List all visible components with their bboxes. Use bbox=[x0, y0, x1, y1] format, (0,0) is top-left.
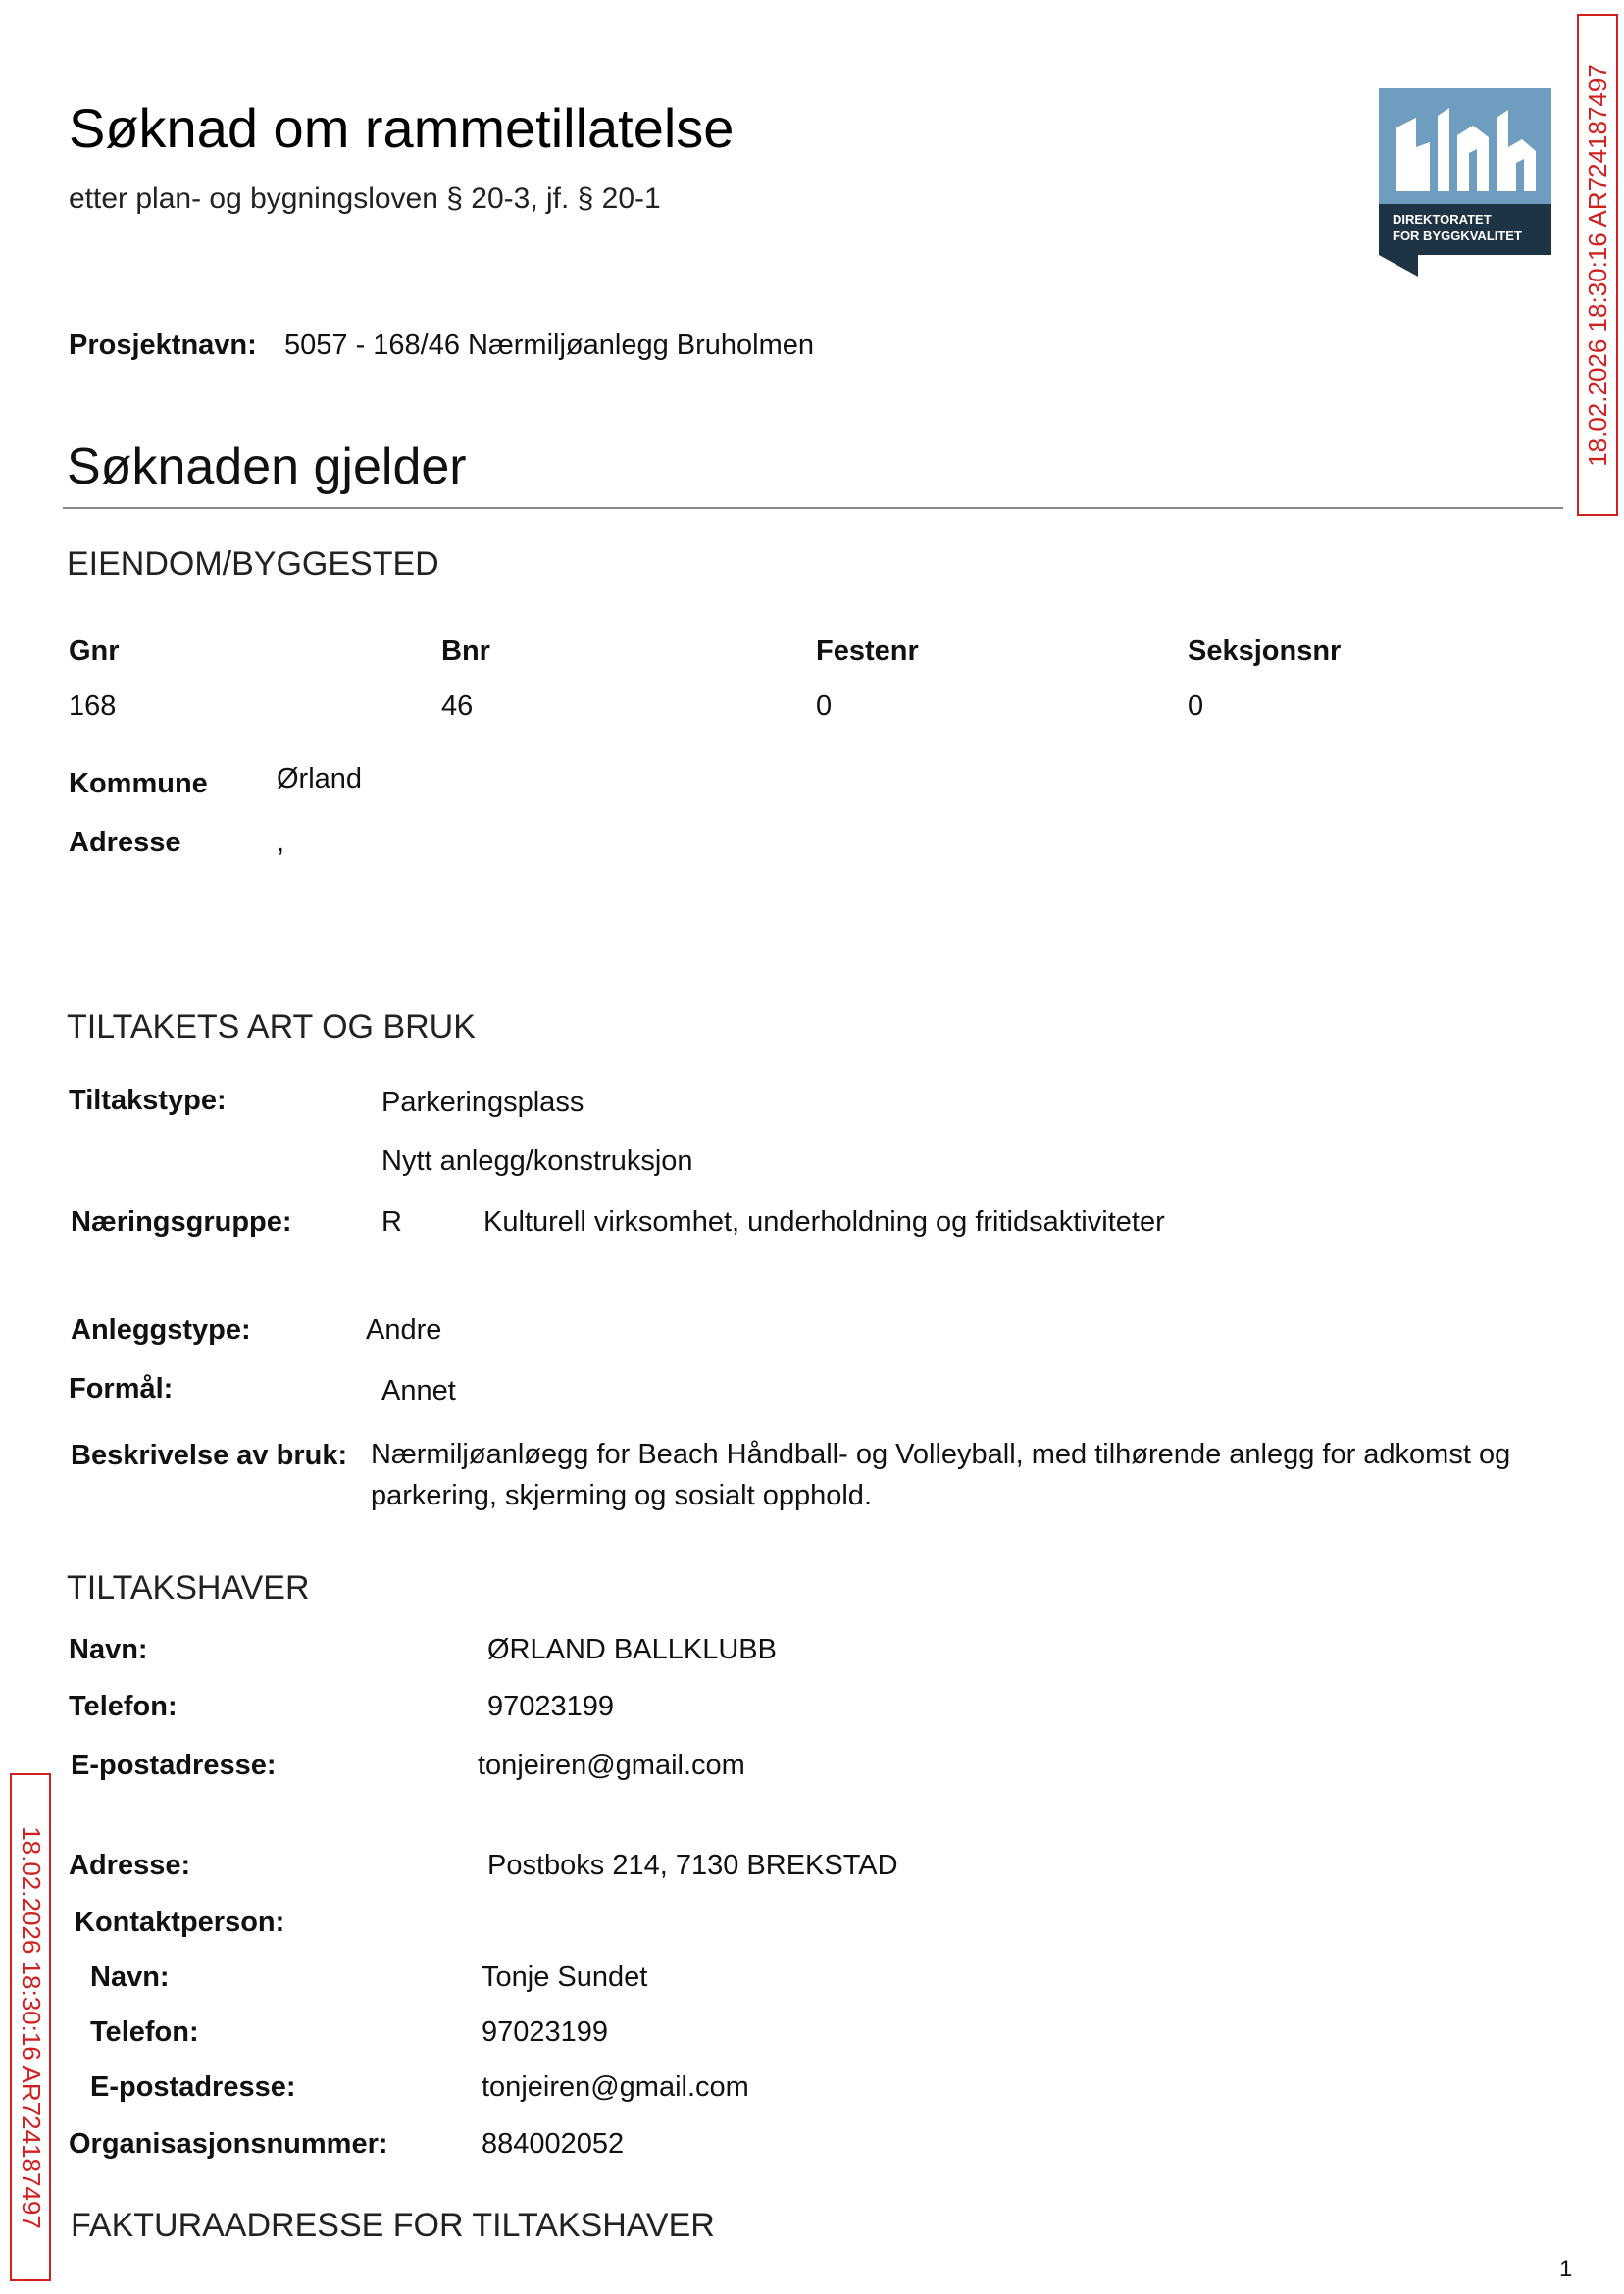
festenr-value: 0 bbox=[816, 690, 833, 722]
kommune-value: Ørland bbox=[277, 763, 363, 794]
seksjonsnr-label: Seksjonsnr bbox=[1188, 636, 1342, 667]
festenr-label: Festenr bbox=[816, 636, 919, 667]
tiltakshaver-heading: TILTAKSHAVER bbox=[67, 1569, 310, 1606]
dibk-logo-icon bbox=[1379, 88, 1551, 277]
kontakt-navn-value: Tonje Sundet bbox=[482, 1962, 648, 1993]
date-stamp-text: 18.02.2026 18:30:16 AR724187497 bbox=[16, 1825, 46, 2229]
anleggstype-value: Andre bbox=[366, 1314, 442, 1346]
anleggstype-label: Anleggstype: bbox=[71, 1314, 251, 1346]
bnr-value: 46 bbox=[441, 690, 474, 722]
logo-text-line1: DIREKTORATET bbox=[1393, 212, 1492, 227]
tiltakshaver-telefon-value: 97023199 bbox=[487, 1691, 615, 1722]
tiltakshaver-navn-value: ØRLAND BALLKLUBB bbox=[487, 1634, 777, 1665]
eiendom-heading: EIENDOM/BYGGESTED bbox=[67, 545, 439, 583]
tiltak-heading: TILTAKETS ART OG BRUK bbox=[67, 1008, 476, 1045]
document-subtitle: etter plan- og bygningsloven § 20-3, jf. § 20-1 bbox=[69, 182, 661, 215]
tiltakshaver-epost-value: tonjeiren@gmail.com bbox=[478, 1750, 745, 1781]
section-title: Søknaden gjelder bbox=[67, 438, 467, 495]
orgnr-value: 884002052 bbox=[482, 2128, 625, 2160]
kontakt-epost-value: tonjeiren@gmail.com bbox=[482, 2071, 749, 2103]
date-stamp-right bbox=[1577, 14, 1618, 516]
tiltakstype-value-1: Parkeringsplass bbox=[381, 1087, 584, 1118]
section-divider bbox=[63, 507, 1563, 509]
naeringsgruppe-value: Kulturell virksomhet, underholdning og fritidsaktiviteter bbox=[483, 1206, 1165, 1238]
tiltakshaver-navn-label: Navn: bbox=[69, 1634, 148, 1665]
tiltakshaver-epost-label: E-postadresse: bbox=[71, 1750, 277, 1781]
naeringsgruppe-label: Næringsgruppe: bbox=[71, 1206, 292, 1238]
tiltakshaver-adresse-value: Postboks 214, 7130 BREKSTAD bbox=[487, 1850, 898, 1881]
kontakt-epost-label: E-postadresse: bbox=[90, 2071, 296, 2103]
seksjonsnr-value: 0 bbox=[1188, 690, 1204, 722]
kontakt-telefon-value: 97023199 bbox=[482, 2016, 609, 2048]
tiltakstype-value-2: Nytt anlegg/konstruksjon bbox=[381, 1146, 693, 1177]
tiltakshaver-adresse-label: Adresse: bbox=[69, 1850, 191, 1881]
formal-value: Annet bbox=[381, 1375, 456, 1406]
tiltakshaver-telefon-label: Telefon: bbox=[69, 1691, 178, 1722]
date-stamp-text: 18.02.2026 18:30:16 AR724187497 bbox=[1582, 63, 1612, 467]
beskrivelse-value: Nærmiljøanløegg for Beach Håndball- og Volleyball, med tilhørende anlegg for adkomst og parkering, skjerming og sosialt opphold. bbox=[371, 1439, 1511, 1511]
gnr-label: Gnr bbox=[69, 636, 120, 667]
document-title: Søknad om rammetillatelse bbox=[69, 97, 735, 159]
kommune-label: Kommune bbox=[69, 768, 208, 799]
project-name-value: 5057 - 168/46 Nærmiljøanlegg Bruholmen bbox=[284, 330, 815, 361]
adresse-label: Adresse bbox=[69, 827, 181, 858]
page-number: 1 bbox=[1559, 2256, 1573, 2282]
kontakt-telefon-label: Telefon: bbox=[90, 2016, 199, 2048]
logo-text-line2: FOR BYGGKVALITET bbox=[1393, 229, 1522, 243]
dibk-logo bbox=[1379, 88, 1551, 277]
kontakt-navn-label: Navn: bbox=[90, 1962, 170, 1993]
formal-label: Formål: bbox=[69, 1373, 174, 1404]
gnr-value: 168 bbox=[69, 690, 117, 722]
faktura-heading: FAKTURAADRESSE FOR TILTAKSHAVER bbox=[71, 2207, 715, 2244]
date-stamp-left bbox=[10, 1773, 51, 2281]
kontaktperson-label: Kontaktperson: bbox=[75, 1907, 285, 1938]
project-name-label: Prosjektnavn: bbox=[69, 330, 257, 361]
naeringsgruppe-code: R bbox=[381, 1206, 402, 1238]
beskrivelse-label: Beskrivelse av bruk: bbox=[71, 1440, 348, 1471]
adresse-value: , bbox=[277, 827, 285, 858]
tiltakstype-label: Tiltakstype: bbox=[69, 1085, 227, 1116]
orgnr-label: Organisasjonsnummer: bbox=[69, 2128, 388, 2160]
bnr-label: Bnr bbox=[441, 636, 490, 667]
